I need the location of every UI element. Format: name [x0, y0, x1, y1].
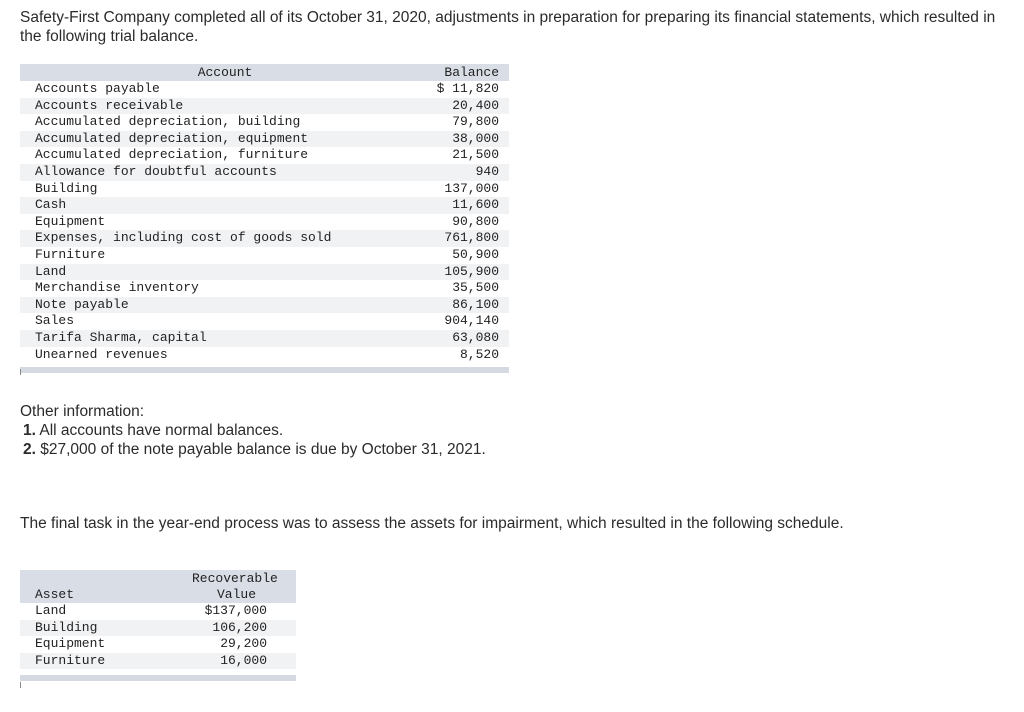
asset-column-header: Asset — [35, 587, 75, 602]
asset-name: Land — [35, 603, 67, 618]
table-row — [20, 347, 509, 364]
final-task-paragraph: The final task in the year-end process was to assess the assets for impairment, which resulted in the following schedule. — [20, 515, 844, 532]
account-name: Building — [35, 180, 98, 196]
account-name: Furniture — [35, 246, 106, 262]
account-name: Tarifa Sharma, capital — [35, 329, 207, 345]
account-balance: 105,900 — [444, 263, 499, 279]
account-balance: $ 11,820 — [436, 81, 499, 96]
table-row — [20, 603, 296, 620]
account-balance: 86,100 — [452, 296, 499, 312]
account-balance: 90,800 — [452, 213, 499, 229]
trial-balance-header — [20, 64, 509, 81]
table-row — [20, 131, 509, 148]
asset-name: Equipment — [35, 636, 106, 652]
account-balance: 8,520 — [459, 346, 499, 362]
table-row — [20, 620, 296, 637]
table-row — [20, 197, 509, 214]
account-name: Unearned revenues — [35, 346, 168, 362]
recoverable-value: 106,200 — [212, 619, 267, 635]
table-row — [20, 653, 296, 670]
balance-column-header: Balance — [444, 65, 499, 80]
recoverable-value: $137,000 — [204, 603, 267, 618]
asset-name: Furniture — [35, 652, 106, 668]
table-row — [20, 181, 509, 198]
table-row — [20, 280, 509, 297]
item-number: 1. — [23, 422, 36, 439]
table-row — [20, 313, 509, 330]
table-row — [20, 214, 509, 231]
trial-balance-rows — [20, 81, 509, 363]
account-name: Merchandise inventory — [35, 280, 199, 296]
item-text: $27,000 of the note payable balance is due by October 31, 2021. — [35, 441, 486, 458]
account-balance: 35,500 — [452, 280, 499, 296]
table-edge-mark — [20, 369, 21, 375]
account-name: Cash — [35, 197, 67, 213]
account-balance: 940 — [475, 163, 499, 179]
recoverable-value: 16,000 — [220, 652, 267, 668]
trial-balance-table — [20, 64, 509, 373]
account-balance: 904,140 — [444, 313, 499, 329]
table-row — [20, 230, 509, 247]
table-row — [20, 164, 509, 181]
account-column-header: Account — [197, 65, 253, 80]
item-number: 2. — [23, 441, 36, 458]
account-name: Accumulated depreciation, furniture — [35, 147, 309, 163]
item-text: All accounts have normal balances. — [35, 422, 284, 439]
account-name: Equipment — [35, 213, 106, 229]
table-row — [20, 636, 296, 653]
account-balance: 50,900 — [452, 246, 499, 262]
account-balance: 20,400 — [452, 97, 499, 113]
table-row — [20, 247, 509, 264]
table-row — [20, 81, 509, 98]
other-info-title: Other information: — [20, 403, 145, 420]
account-balance: 79,800 — [452, 114, 499, 130]
value-header: Value — [217, 587, 257, 602]
account-balance: 761,800 — [444, 230, 499, 246]
account-name: Accumulated depreciation, equipment — [35, 130, 309, 146]
account-name: Note payable — [35, 296, 129, 312]
account-balance: 63,080 — [452, 329, 499, 345]
account-name: Accumulated depreciation, building — [35, 114, 301, 130]
account-name: Allowance for doubtful accounts — [35, 163, 277, 179]
impairment-rows — [20, 603, 296, 669]
other-info-list — [23, 421, 1013, 459]
intro-paragraph: Safety-First Company completed all of its October 31, 2020, adjustments in preparation for preparing its financial statements, which resulted in the following trial balance. — [20, 9, 996, 45]
account-name: Expenses, including cost of goods sold — [35, 230, 332, 246]
table-bottom-bar — [20, 367, 509, 373]
account-balance: 137,000 — [444, 180, 499, 196]
asset-name: Building — [35, 619, 98, 635]
account-name: Land — [35, 263, 67, 279]
other-info-item — [23, 440, 1013, 459]
impairment-schedule-table — [20, 570, 296, 681]
table-row — [20, 114, 509, 131]
table-row — [20, 147, 509, 164]
recoverable-header: Recoverable — [192, 571, 278, 586]
account-name: Sales — [35, 313, 75, 329]
account-name: Accounts payable — [35, 81, 160, 96]
table-row — [20, 264, 509, 281]
account-balance: 11,600 — [452, 197, 499, 213]
account-balance: 21,500 — [452, 147, 499, 163]
table-bottom-bar — [20, 675, 296, 681]
impairment-header — [20, 570, 296, 603]
other-info-item — [23, 421, 1013, 440]
table-row — [20, 297, 509, 314]
recoverable-value: 29,200 — [220, 636, 267, 652]
table-row — [20, 98, 509, 115]
table-row — [20, 330, 509, 347]
table-edge-mark — [20, 682, 21, 688]
account-name: Accounts receivable — [35, 97, 184, 113]
account-balance: 38,000 — [452, 130, 499, 146]
